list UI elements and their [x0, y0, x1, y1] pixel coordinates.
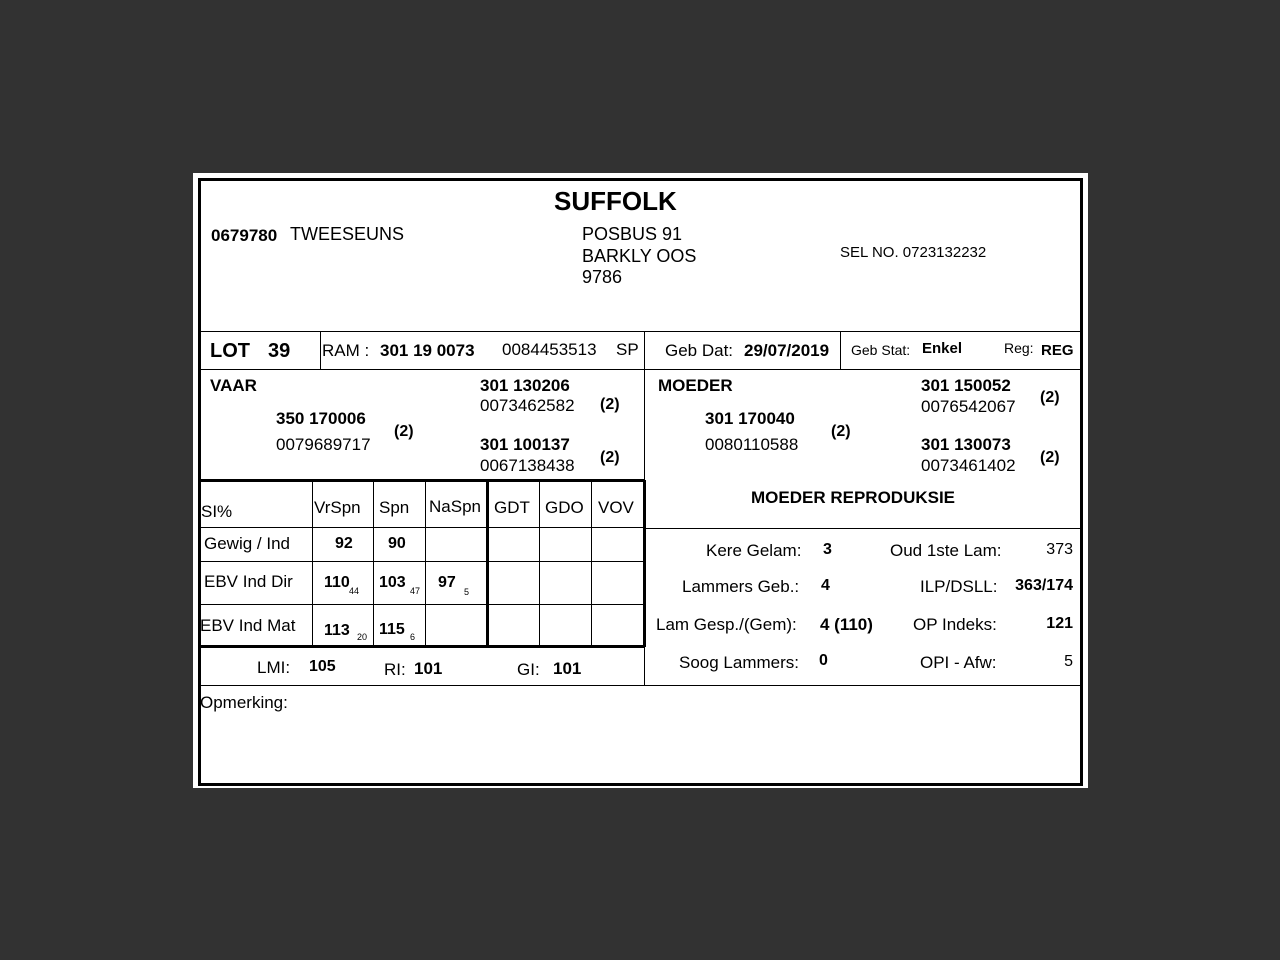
granddam-1-registration: 0076542067 [921, 397, 1016, 416]
table-border [199, 479, 645, 482]
divider [320, 331, 321, 369]
sire-registration: 0079689717 [276, 435, 371, 454]
row-label: EBV Ind Mat [200, 616, 296, 635]
remarks-label: Opmerking: [200, 693, 288, 712]
birth-date: 29/07/2019 [744, 341, 830, 360]
divider [645, 528, 1080, 529]
ri-label: RI: [384, 660, 406, 679]
registration-status: REG [1041, 342, 1074, 359]
reproduction-title: MOEDER REPRODUKSIE [751, 488, 956, 507]
address-postcode: 9786 [582, 267, 623, 287]
naspn-accuracy: 5 [464, 587, 470, 597]
oud-1ste-lam-value: 373 [1046, 541, 1073, 558]
vrspn-value: 110 [324, 574, 350, 591]
granddam-2-generation: (2) [1040, 449, 1060, 466]
granddam-1-generation: (2) [1040, 389, 1060, 406]
table-gridline [200, 527, 644, 528]
spn-value: 90 [388, 535, 406, 552]
lammers-geb-value: 4 [821, 577, 830, 594]
table-gridline [312, 480, 313, 646]
gi-value: 101 [553, 659, 582, 678]
spn-value: 103 [379, 574, 406, 591]
divider [644, 331, 645, 369]
header-gdt: GDT [494, 498, 530, 517]
divider [840, 331, 841, 369]
oud-1ste-lam-label: Oud 1ste Lam: [890, 541, 1002, 560]
ri-value: 101 [414, 659, 443, 678]
grandsire-1-generation: (2) [600, 396, 620, 413]
granddam-2-id: 301 130073 [921, 435, 1011, 454]
divider [200, 369, 1080, 370]
vrspn-accuracy: 20 [357, 632, 368, 642]
owner-name: TWEESEUNS [290, 224, 405, 244]
card-border [198, 178, 1083, 786]
address-line1: POSBUS 91 [582, 224, 683, 244]
geb-dat-label: Geb Dat: [665, 341, 734, 360]
table-border [643, 480, 646, 647]
table-gridline [591, 480, 592, 646]
lam-gesp-label: Lam Gesp./(Gem): [656, 615, 797, 634]
grandsire-1-id: 301 130206 [480, 376, 570, 395]
header-gdo: GDO [545, 498, 584, 517]
header-naspn: NaSpn [429, 497, 481, 516]
reg-label: Reg: [1004, 340, 1034, 356]
ilp-dsll-value: 363/174 [1015, 577, 1073, 594]
ram-label: RAM : [322, 341, 370, 360]
lot-label: LOT [210, 340, 250, 362]
lammers-geb-label: Lammers Geb.: [682, 577, 800, 596]
birth-status: Enkel [922, 340, 963, 357]
op-indeks-label: OP Indeks: [913, 615, 997, 634]
moeder-label: MOEDER [658, 376, 733, 395]
dam-registration: 0080110588 [705, 435, 799, 454]
divider [200, 685, 1080, 686]
lam-gesp-value: 4 (110) [820, 615, 873, 634]
sire-generation: (2) [394, 423, 414, 440]
lmi-value: 105 [309, 658, 336, 675]
sale-card [193, 173, 1088, 788]
table-border [199, 645, 645, 648]
header-si: SI% [201, 502, 233, 521]
table-gridline [373, 480, 374, 646]
ilp-dsll-label: ILP/DSLL: [920, 577, 998, 596]
vrspn-accuracy: 44 [349, 586, 360, 596]
dam-id: 301 170040 [705, 409, 795, 428]
table-gridline [539, 480, 540, 646]
soog-lammers-label: Soog Lammers: [679, 653, 799, 672]
table-gridline [425, 480, 426, 646]
table-gridline [200, 604, 644, 605]
header-vrspn: VrSpn [314, 498, 361, 517]
gi-label: GI: [517, 660, 540, 679]
breed-title: SUFFOLK [554, 186, 677, 216]
row-label: EBV Ind Dir [204, 572, 293, 591]
spn-value: 115 [379, 621, 405, 638]
soog-lammers-value: 0 [819, 652, 828, 669]
dam-generation: (2) [831, 423, 851, 440]
op-indeks-value: 121 [1046, 615, 1073, 632]
header-vov: VOV [598, 498, 634, 517]
kere-gelam-label: Kere Gelam: [706, 541, 802, 560]
grandsire-2-id: 301 100137 [480, 435, 570, 454]
vrspn-value: 113 [324, 622, 350, 639]
grandsire-1-registration: 0073462582 [480, 396, 575, 415]
spn-accuracy: 6 [410, 632, 416, 642]
naspn-value: 97 [438, 574, 456, 591]
address-line2: BARKLY OOS [582, 246, 697, 266]
opi-afw-value: 5 [1064, 653, 1073, 670]
grandsire-2-registration: 0067138438 [480, 456, 575, 475]
sire-id: 350 170006 [276, 409, 366, 428]
granddam-2-registration: 0073461402 [921, 456, 1016, 475]
spn-accuracy: 47 [410, 586, 421, 596]
table-gridline [200, 561, 644, 562]
lot-number: 39 [268, 340, 291, 362]
ram-id: 301 19 0073 [380, 341, 475, 360]
header-spn: Spn [379, 498, 410, 517]
row-label: Gewig / Ind [204, 534, 290, 553]
grandsire-2-generation: (2) [600, 449, 620, 466]
opi-afw-label: OPI - Afw: [920, 653, 997, 672]
phone-number: SEL NO. 0723132232 [840, 244, 987, 261]
table-border [486, 480, 489, 647]
granddam-1-id: 301 150052 [921, 376, 1011, 395]
vrspn-value: 92 [335, 535, 353, 552]
geb-stat-label: Geb Stat: [851, 342, 911, 358]
ram-registration: 0084453513 [502, 340, 597, 359]
kere-gelam-value: 3 [823, 541, 832, 558]
divider [200, 331, 1080, 332]
ram-suffix: SP [616, 340, 639, 359]
lmi-label: LMI: [257, 658, 291, 677]
owner-code: 0679780 [211, 226, 278, 245]
vaar-label: VAAR [210, 376, 257, 395]
